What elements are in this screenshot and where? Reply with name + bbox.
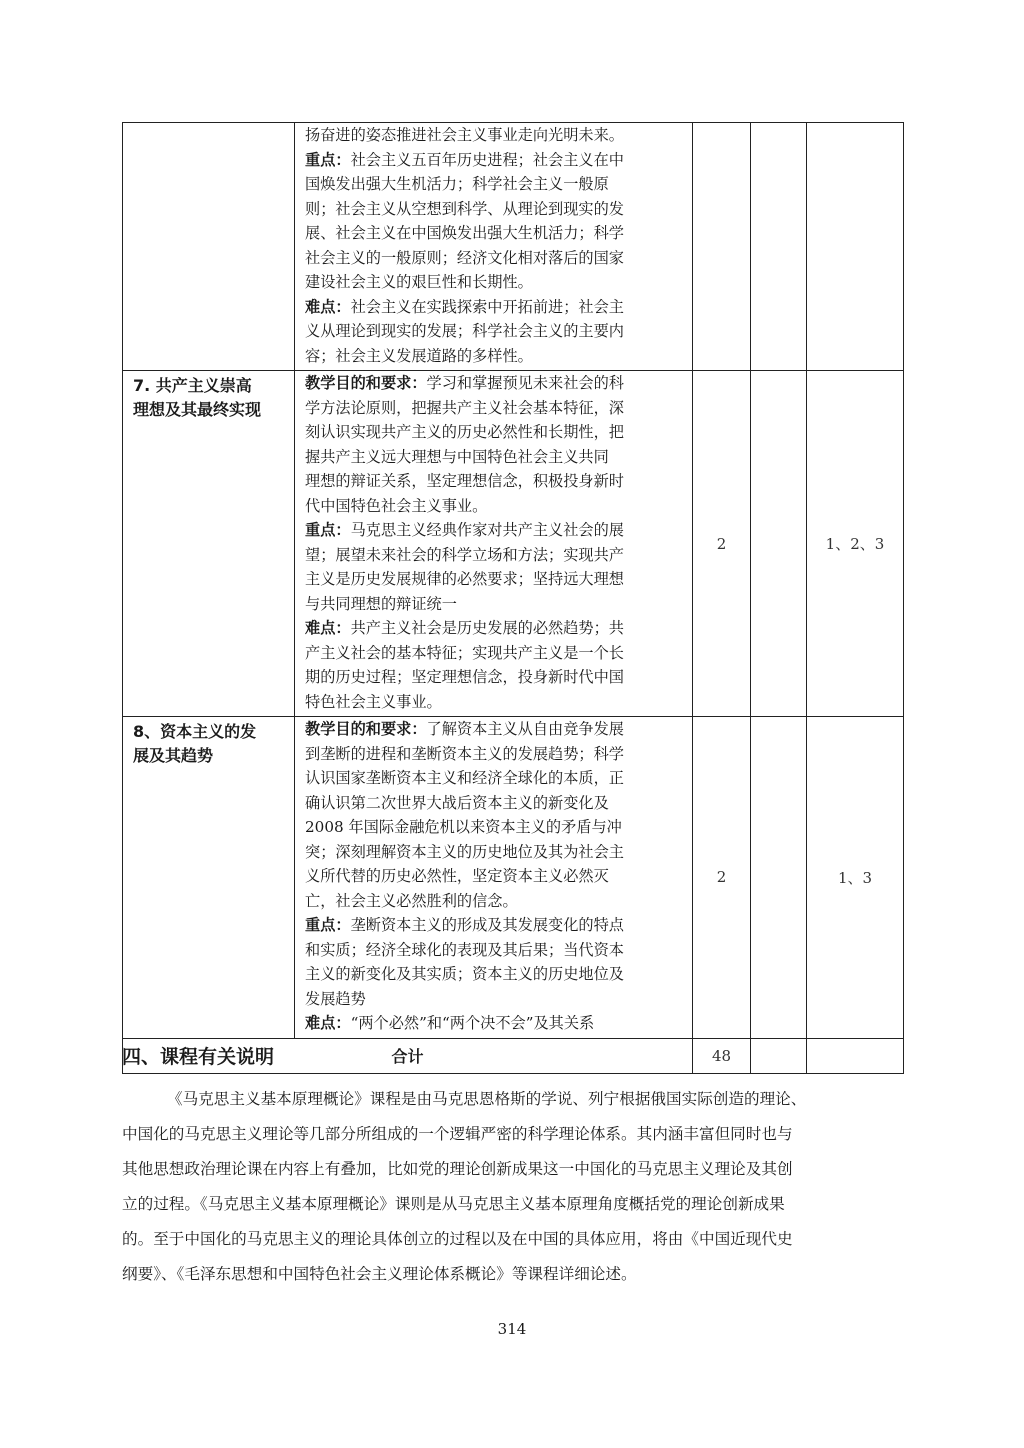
content-line-text: 望；展望未来社会的科学立场和方法；实现共产 xyxy=(305,545,624,564)
content-line-text: 认识国家垄断资本主义和经济全球化的本质，正 xyxy=(305,769,624,787)
hours-cell xyxy=(693,123,751,371)
content-line xyxy=(305,123,684,148)
paragraph-line: 立的过程。《马克思主义基本原理概论》课则是从马克思主义基本原理角度概括党的理论创新成果 xyxy=(122,1195,785,1213)
content-line xyxy=(305,148,684,173)
topic-line: 7. 共产主义崇高 xyxy=(133,376,252,395)
content-line-text: 主义的新变化及其实质；资本主义的历史地位及 xyxy=(305,965,624,983)
content-line-text: 发展趋势 xyxy=(305,989,366,1008)
content-cell xyxy=(295,371,693,717)
content-line-text: 握共产主义远大理想与中国特色社会主义共同 xyxy=(305,447,609,466)
topic-cell xyxy=(123,123,295,371)
hours-cell: 2 xyxy=(693,371,751,717)
objectives-cell xyxy=(807,123,904,371)
content-line xyxy=(305,815,684,840)
content-line-text: 确认识第二次世界大战后资本主义的新变化及 xyxy=(305,793,609,812)
section-heading: 四、课程有关说明 xyxy=(122,1046,275,1068)
page-number: 314 xyxy=(497,1320,527,1338)
content-line xyxy=(305,197,684,222)
content-line-text: 社会主义五百年历史进程；社会主义在中 xyxy=(350,150,624,169)
content-line xyxy=(305,518,684,543)
hours-cell: 2 xyxy=(693,717,751,1039)
content-lines xyxy=(305,717,684,1036)
extra-cell xyxy=(751,717,807,1039)
extra-cell xyxy=(751,1038,807,1073)
content-line xyxy=(305,641,684,666)
content-line xyxy=(305,913,684,938)
objectives-cell: 1、2、3 xyxy=(807,371,904,717)
content-line-text: 和实质；经济全球化的表现及其后果；当代资本 xyxy=(305,940,624,959)
paragraph-line: 纲要》、《毛泽东思想和中国特色社会主义理论体系概论》等课程详细论述。 xyxy=(122,1265,637,1283)
content-line-text: 扬奋进的姿态推进社会主义事业走向光明未来。 xyxy=(305,126,624,144)
content-line-text: 义从理论到现实的发展；科学社会主义的主要内 xyxy=(305,322,624,340)
content-line-text: 刻认识实现共产主义的历史必然性和长期性，把 xyxy=(305,423,624,441)
content-line xyxy=(305,717,684,742)
content-line xyxy=(305,791,684,816)
content-line xyxy=(305,690,684,715)
content-line-label: 难点： xyxy=(305,1014,351,1032)
content-line-text: 社会主义在实践探索中开拓前进；社会主 xyxy=(350,297,624,316)
content-line-text: 容；社会主义发展道路的多样性。 xyxy=(305,346,533,365)
content-line-text: 突；深刻理解资本主义的历史地位及其为社会主 xyxy=(305,842,624,861)
content-line xyxy=(305,371,684,396)
topic-cell xyxy=(123,717,295,1039)
content-line xyxy=(305,396,684,421)
content-line xyxy=(305,270,684,295)
content-line xyxy=(305,567,684,592)
content-line xyxy=(305,987,684,1012)
table-row-continued xyxy=(123,123,904,371)
content-line xyxy=(305,319,684,344)
content-lines xyxy=(305,123,684,368)
content-line xyxy=(305,1011,684,1036)
content-line xyxy=(305,616,684,641)
content-line xyxy=(305,469,684,494)
content-line-text: 期的历史过程；坚定理想信念，投身新时代中国 xyxy=(305,668,624,686)
total-hours-cell: 48 xyxy=(693,1038,751,1073)
content-line xyxy=(305,246,684,271)
content-line-label: 教学目的和要求： xyxy=(305,374,427,392)
extra-cell xyxy=(751,371,807,717)
content-cell xyxy=(295,123,693,371)
content-line xyxy=(305,295,684,320)
content-line-label: 重点： xyxy=(305,521,351,539)
content-lines xyxy=(305,371,684,714)
content-line xyxy=(305,962,684,987)
topic-line: 理想及其最终实现 xyxy=(133,400,262,419)
content-line-text: 马克思主义经典作家对共产主义社会的展 xyxy=(350,521,624,539)
content-line-text: 垄断资本主义的形成及其发展变化的特点 xyxy=(350,916,624,934)
content-line-text: 学习和掌握预见未来社会的科 xyxy=(426,374,624,392)
content-line-text: 义所代替的历史必然性，坚定资本主义必然灭 xyxy=(305,867,609,885)
content-line-text: 国焕发出强大生机活力；科学社会主义一般原 xyxy=(305,175,609,193)
content-line xyxy=(305,889,684,914)
paragraph-line: 的。至于中国化的马克思主义的理论具体创立的过程以及在中国的具体应用，将由《中国近现代史 xyxy=(122,1230,793,1248)
content-line xyxy=(305,592,684,617)
content-line xyxy=(305,864,684,889)
content-line xyxy=(305,420,684,445)
objectives-cell: 1、3 xyxy=(807,717,904,1039)
content-line-text: 特色社会主义事业。 xyxy=(305,692,442,711)
content-line-label: 难点： xyxy=(305,619,351,637)
content-line-text: 到垄断的进程和垄断资本主义的发展趋势；科学 xyxy=(305,744,624,763)
table-row-7 xyxy=(123,371,904,717)
content-line-text: 展、社会主义在中国焕发出强大生机活力；科学 xyxy=(305,224,624,242)
content-line xyxy=(305,344,684,369)
paragraph-line: 《马克思主义基本原理概论》课程是由马克思恩格斯的学说、列宁根据俄国实际创造的理论、 xyxy=(167,1090,807,1108)
section-paragraph xyxy=(122,1082,904,1292)
content-line-text: 主义是历史发展规律的必然要求；坚持远大理想 xyxy=(305,570,624,588)
total-label-cell: 合计 xyxy=(123,1038,693,1073)
content-line-text: 社会主义的一般原则；经济文化相对落后的国家 xyxy=(305,248,624,267)
extra-cell xyxy=(751,123,807,371)
content-line-label: 重点： xyxy=(305,916,351,934)
content-line-text: 了解资本主义从自由竞争发展 xyxy=(426,720,624,738)
content-line-text: 理想的辩证关系，坚定理想信念，积极投身新时 xyxy=(305,472,624,490)
content-line xyxy=(305,543,684,568)
content-line-label: 教学目的和要求： xyxy=(305,720,427,738)
content-line-text: 亡，社会主义必然胜利的信念。 xyxy=(305,891,518,910)
content-line xyxy=(305,172,684,197)
topic-line: 展及其趋势 xyxy=(133,746,214,765)
content-line xyxy=(305,665,684,690)
content-line-text: 2008 年国际金融危机以来资本主义的矛盾与冲 xyxy=(305,818,622,836)
content-line-text: 则；社会主义从空想到科学、从理论到现实的发 xyxy=(305,199,624,218)
paragraph-line: 其他思想政治理论课在内容上有叠加，比如党的理论创新成果这一中国化的马克思主义理论及其创 xyxy=(122,1160,793,1178)
content-line-text: 共产主义社会是历史发展的必然趋势；共 xyxy=(350,619,624,637)
objectives-cell xyxy=(807,1038,904,1073)
content-line xyxy=(305,938,684,963)
topic-cell xyxy=(123,371,295,717)
content-line-text: 学方法论原则，把握共产主义社会基本特征，深 xyxy=(305,398,624,417)
content-line xyxy=(305,221,684,246)
content-line-label: 重点： xyxy=(305,150,351,169)
paragraph-line: 中国化的马克思主义理论等几部分所组成的一个逻辑严密的科学理论体系。其内涵丰富但同时也与 xyxy=(122,1125,793,1143)
content-line xyxy=(305,766,684,791)
content-line-text: 代中国特色社会主义事业。 xyxy=(305,496,488,515)
content-line-label: 难点： xyxy=(305,297,351,316)
topic-line: 8、资本主义的发 xyxy=(133,722,257,741)
content-line-text: 与共同理想的辩证统一 xyxy=(305,594,457,613)
content-line xyxy=(305,742,684,767)
content-line-text: “两个必然”和“两个决不会”及其关系 xyxy=(350,1014,595,1032)
content-line xyxy=(305,494,684,519)
content-line-text: 建设社会主义的艰巨性和长期性。 xyxy=(305,273,533,291)
content-line xyxy=(305,445,684,470)
content-line-text: 产主义社会的基本特征；实现共产主义是一个长 xyxy=(305,643,624,662)
content-line xyxy=(305,840,684,865)
table-row-8 xyxy=(123,717,904,1039)
course-content-table xyxy=(122,122,904,1074)
content-cell xyxy=(295,717,693,1039)
